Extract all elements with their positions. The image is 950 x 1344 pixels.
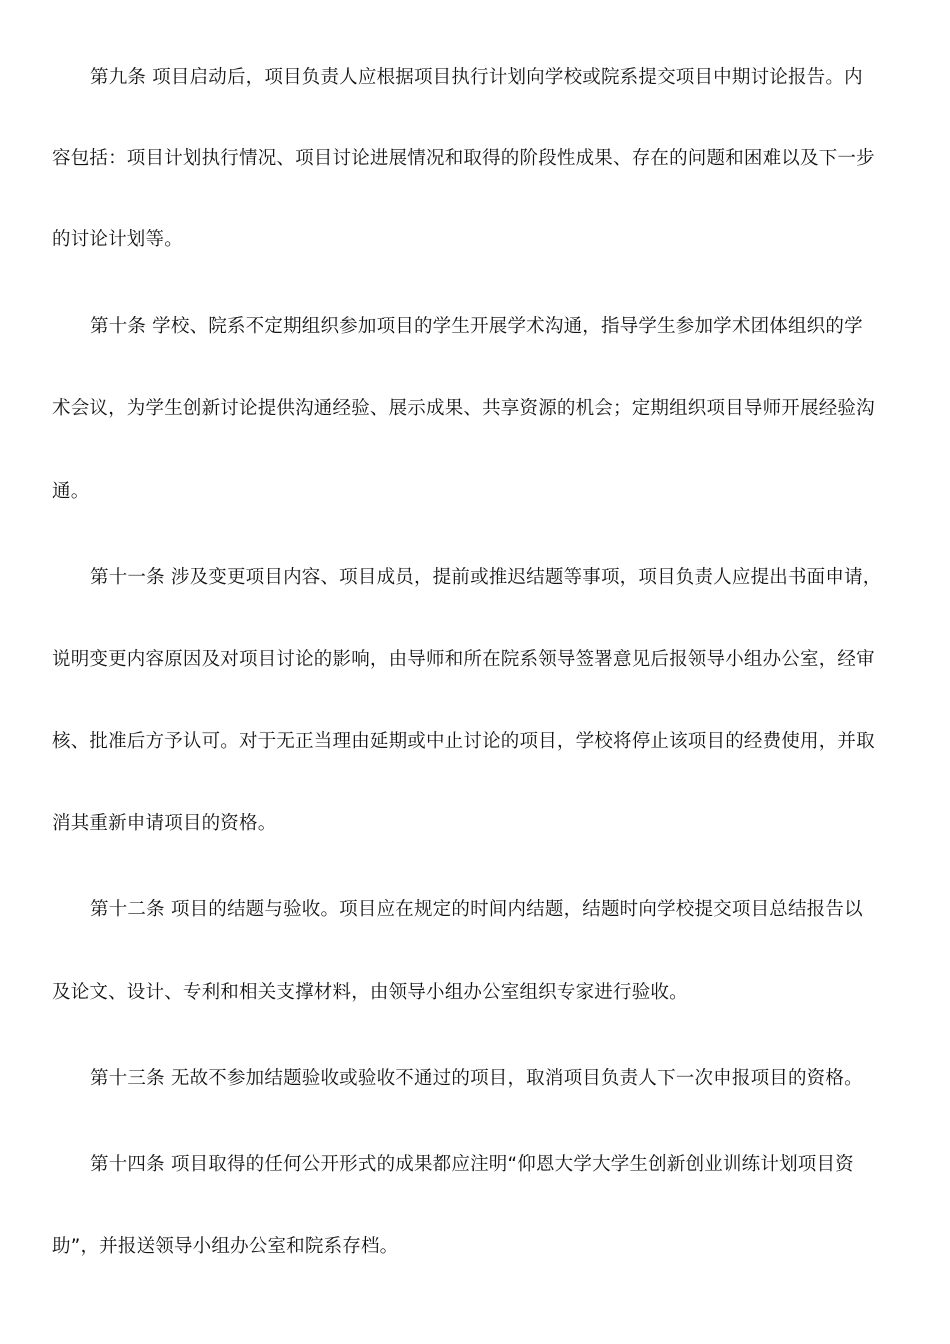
article-11-line-3: 核、批准后方予认可。对于无正当理由延期或中止讨论的项目，学校将停止该项目的经费使用，并取 — [52, 731, 875, 752]
article-12-line-2: 及论文、设计、专利和相关支撑材料，由领导小组办公室组织专家进行验收。 — [52, 982, 688, 1003]
article-11-line-2: 说明变更内容原因及对项目讨论的影响，由导师和所在院系领导签署意见后报领导小组办公室，经审 — [52, 649, 875, 670]
article-14-line-1: 第十四条 项目取得的任何公开形式的成果都应注明“仰恩大学大学生创新创业训练计划项目资 — [90, 1154, 854, 1175]
article-10-line-1: 第十条 学校、院系不定期组织参加项目的学生开展学术沟通，指导学生参加学术团体组织的学 — [90, 316, 863, 337]
article-9-line-3: 的讨论计划等。 — [52, 229, 183, 250]
article-12-line-1: 第十二条 项目的结题与验收。项目应在规定的时间内结题，结题时向学校提交项目总结报告以 — [90, 899, 863, 920]
article-13-line-1: 第十三条 无故不参加结题验收或验收不通过的项目，取消项目负责人下一次申报项目的资格。 — [90, 1068, 863, 1089]
article-14-line-2: 助”，并报送领导小组办公室和院系存档。 — [52, 1236, 399, 1257]
article-9-line-2: 容包括：项目计划执行情况、项目讨论进展情况和取得的阶段性成果、存在的问题和困难以及下一步 — [52, 148, 875, 169]
article-11-line-1: 第十一条 涉及变更项目内容、项目成员，提前或推迟结题等事项，项目负责人应提出书面申请， — [90, 567, 882, 588]
article-10-line-3: 通。 — [52, 481, 90, 502]
article-10-line-2: 术会议，为学生创新讨论提供沟通经验、展示成果、共享资源的机会；定期组织项目导师开展经验沟 — [52, 398, 875, 419]
article-11-line-4: 消其重新申请项目的资格。 — [52, 813, 277, 834]
article-9-line-1: 第九条 项目启动后，项目负责人应根据项目执行计划向学校或院系提交项目中期讨论报告。内 — [90, 67, 863, 88]
